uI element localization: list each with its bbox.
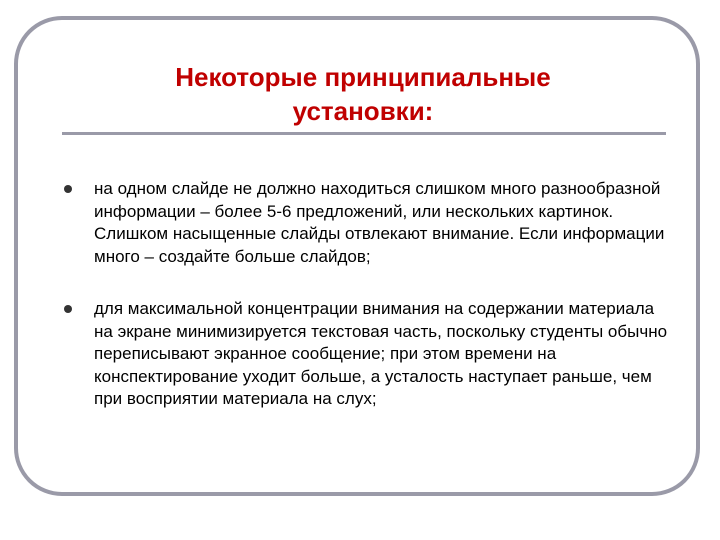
bullet-item — [58, 178, 668, 268]
bullet-list — [58, 178, 668, 411]
title-line-2: установки: — [292, 96, 434, 126]
slide-title — [60, 60, 666, 128]
bullet-dot-icon — [64, 185, 72, 193]
title-line-1: Некоторые принципиальные — [175, 62, 551, 92]
bullet-item — [58, 298, 668, 411]
title-divider — [62, 132, 666, 135]
bullet-text: на одном слайде не должно находиться слишком много разнообразной информации – более 5-6 предложений, или нескольких картинок. Слишком насыщенные слайды отвлекают внимание. Если информации много – создайте больше слайдов; — [94, 179, 665, 266]
bullet-text: для максимальной концентрации внимания на содержании материала на экране минимизируется текстовая часть, поскольку студенты обычно переписывают экранное сообщение; при этом времени на конспектирование уходит больше, а усталость наступает раньше, чем при восприятии материала на слух; — [94, 299, 668, 408]
bullet-dot-icon — [64, 305, 72, 313]
